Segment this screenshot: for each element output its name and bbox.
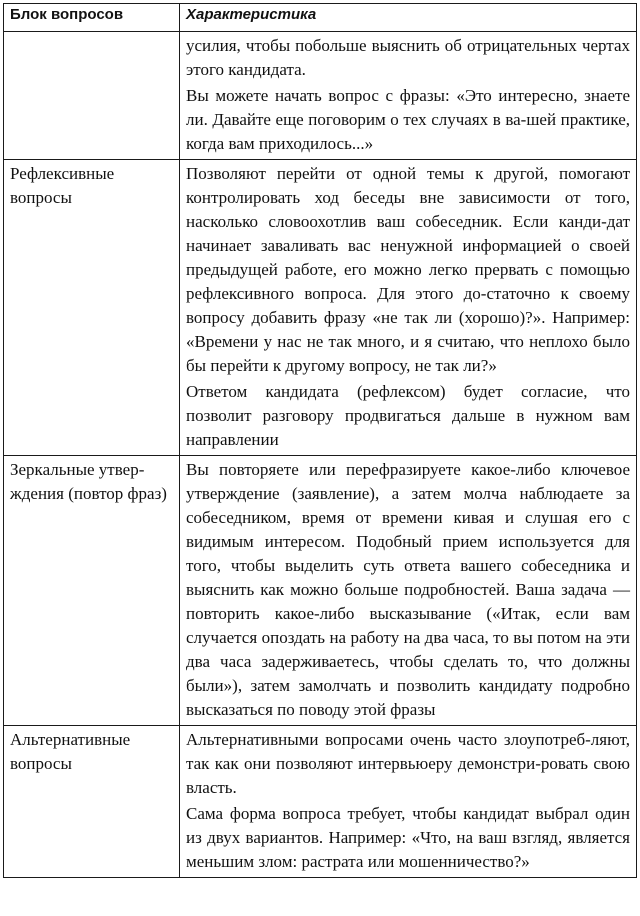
table-row bbox=[4, 726, 637, 878]
description-paragraph: усилия, чтобы побольше выяснить об отрицательных чертах этого кандидата. bbox=[186, 36, 630, 79]
row-label-cell bbox=[4, 160, 180, 456]
row-label: Альтернативные вопросы bbox=[10, 730, 131, 773]
table-header-row bbox=[4, 4, 637, 32]
table-row bbox=[4, 32, 637, 160]
column-header-question-block: Блок вопросов bbox=[4, 4, 180, 32]
table-row bbox=[4, 160, 637, 456]
row-description-cell bbox=[180, 32, 637, 160]
row-description-cell bbox=[180, 160, 637, 456]
row-label: Зеркальные утвер-ждения (повтор фраз) bbox=[10, 460, 167, 503]
row-description-cell bbox=[180, 456, 637, 726]
description-paragraph: Вы можете начать вопрос с фразы: «Это интересно, знаете ли. Давайте еще поговорим о тех случаях в ва-шей практике, когда вам приходилось...» bbox=[186, 86, 630, 153]
description-paragraph: Альтернативными вопросами очень часто злоупотреб-ляют, так как они позволяют интервьюеру демонстри-ровать свою власть. bbox=[186, 730, 630, 797]
interview-questions-table bbox=[3, 3, 637, 878]
row-label-cell bbox=[4, 456, 180, 726]
description-paragraph: Сама форма вопроса требует, чтобы кандидат выбрал один из двух вариантов. Например: «Что, на ваш взгляд, является меньшим злом: растрата или мошенничество?» bbox=[186, 804, 630, 871]
column-header-characteristic: Характеристика bbox=[180, 4, 637, 32]
row-label-cell bbox=[4, 726, 180, 878]
description-paragraph: Вы повторяете или перефразируете какое-либо ключевое утверждение (заявление), а затем молча наблюдаете за собеседником, время от времени кивая и слушая его с видимым интересом. Подобный прием используется для того, чтобы выделить суть ответа вашего собеседника и выяснить как можно больше подробностей. Ваша задача — повторить какое-либо высказывание («Итак, если вам случается опоздать на работу на два часа, то вы потом на эти два часа задерживаетесь, чтобы сделать то, что должны были»), затем замолчать и позволить кандидату подробно высказаться по поводу этой фразы bbox=[186, 460, 630, 719]
row-label-cell bbox=[4, 32, 180, 160]
row-description-cell bbox=[180, 726, 637, 878]
table-row bbox=[4, 456, 637, 726]
description-paragraph: Позволяют перейти от одной темы к другой, помогают контролировать ход беседы вне зависимости от того, насколько словоохотлив ваш собеседник. Если канди-дат начинает заваливать вас ненужной информацией о своей предыдущей работе, его можно легко прервать с помощью рефлексивного вопроса. Для этого до-статочно к своему вопросу добавить фразу «не так ли (хорошо)?». Например: «Времени у нас не так много, и я считаю, что неплохо было бы перейти к другому вопросу, не так ли?» bbox=[186, 164, 630, 375]
description-paragraph: Ответом кандидата (рефлексом) будет согласие, что позволит разговору продвигаться дальше в нужном вам направлении bbox=[186, 382, 630, 449]
row-label: Рефлексивные вопросы bbox=[10, 164, 115, 207]
